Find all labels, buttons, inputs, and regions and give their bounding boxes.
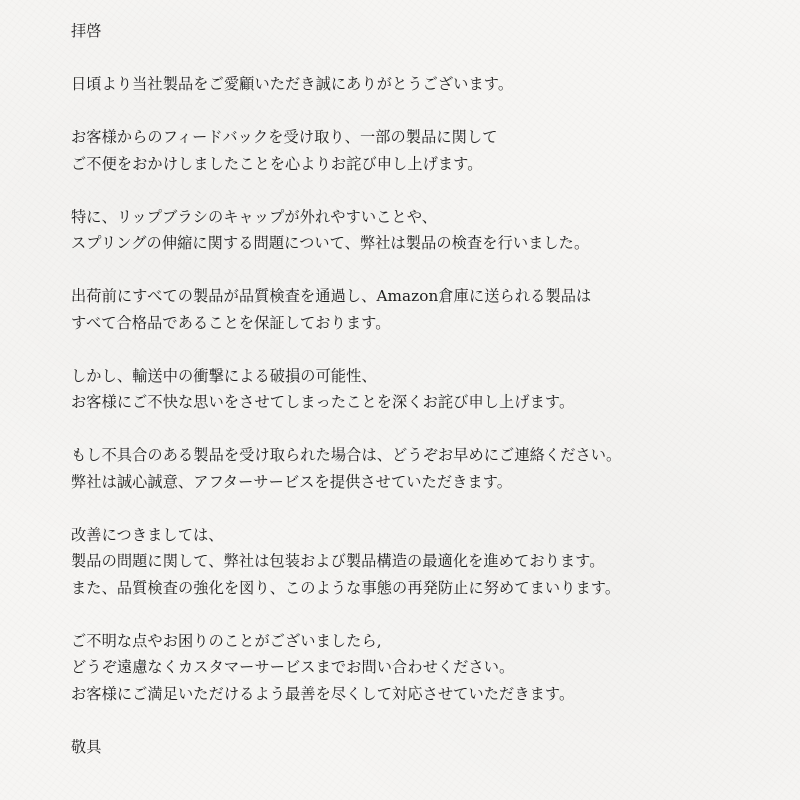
paragraph-line: お客様からのフィードバックを受け取り、一部の製品に関して bbox=[71, 128, 498, 146]
paragraph-line: 製品の問題に関して、弊社は包装および製品構造の最適化を進めております。 bbox=[71, 552, 605, 570]
paragraph-apology bbox=[71, 124, 771, 177]
paragraph-line: また、品質検査の強化を図り、このような事態の再発防止に努めてまいります。 bbox=[71, 578, 621, 597]
paragraph-customer-service bbox=[71, 628, 771, 708]
paragraph-line: どうぞ遠慮なくカスタマーサービスまでお問い合わせください。 bbox=[71, 658, 515, 676]
letter-opening: 拝啓 bbox=[71, 22, 102, 40]
paragraph-greeting bbox=[71, 71, 771, 98]
paragraph-line: ご不明な点やお困りのことがございましたら, bbox=[71, 631, 382, 650]
paragraph-line: スプリングの伸縮に関する問題について、弊社は製品の検査を行いました。 bbox=[71, 234, 590, 252]
paragraph-line: ご不便をおかけしましたことを心よりお詫び申し上げます。 bbox=[71, 154, 483, 173]
paragraph-line: もし不具合のある製品を受け取られた場合は、どうぞお早めにご連絡ください。 bbox=[71, 446, 622, 464]
letter-closing: 敬具 bbox=[71, 737, 102, 756]
paragraph-line: すべて合格品であることを保証しております。 bbox=[71, 313, 391, 332]
paragraph-line: 日頃より当社製品をご愛顧いただき誠にありがとうございます。 bbox=[71, 75, 514, 93]
paragraph-improvement bbox=[71, 522, 771, 602]
paragraph-line: 特に、リップブラシのキャップが外れやすいことや、 bbox=[71, 207, 437, 226]
paragraph-contact bbox=[71, 442, 771, 495]
paragraph-shipping-damage bbox=[71, 363, 771, 416]
paragraph-line: お客様にご満足いただけるよう最善を尽くして対応させていただきます。 bbox=[71, 684, 575, 703]
paragraph-line: しかし、輸送中の衝撃による破損の可能性、 bbox=[71, 366, 377, 385]
letter-closing-paragraph bbox=[71, 734, 771, 761]
paragraph-line: お客様にご不快な思いをさせてしまったことを深くお詫び申し上げます。 bbox=[71, 393, 575, 411]
paragraph-quality bbox=[71, 283, 771, 336]
paragraph-line: 改善につきましては、 bbox=[71, 525, 224, 544]
paragraph-inspection bbox=[71, 204, 771, 257]
paragraph-line: 弊社は誠心誠意、アフターサービスを提供させていただきます。 bbox=[71, 472, 513, 491]
paragraph-line: 出荷前にすべての製品が品質検査を通過し、Amazon倉庫に送られる製品は bbox=[71, 287, 592, 305]
letter-opening-paragraph bbox=[71, 18, 771, 45]
letter-body bbox=[71, 18, 771, 787]
